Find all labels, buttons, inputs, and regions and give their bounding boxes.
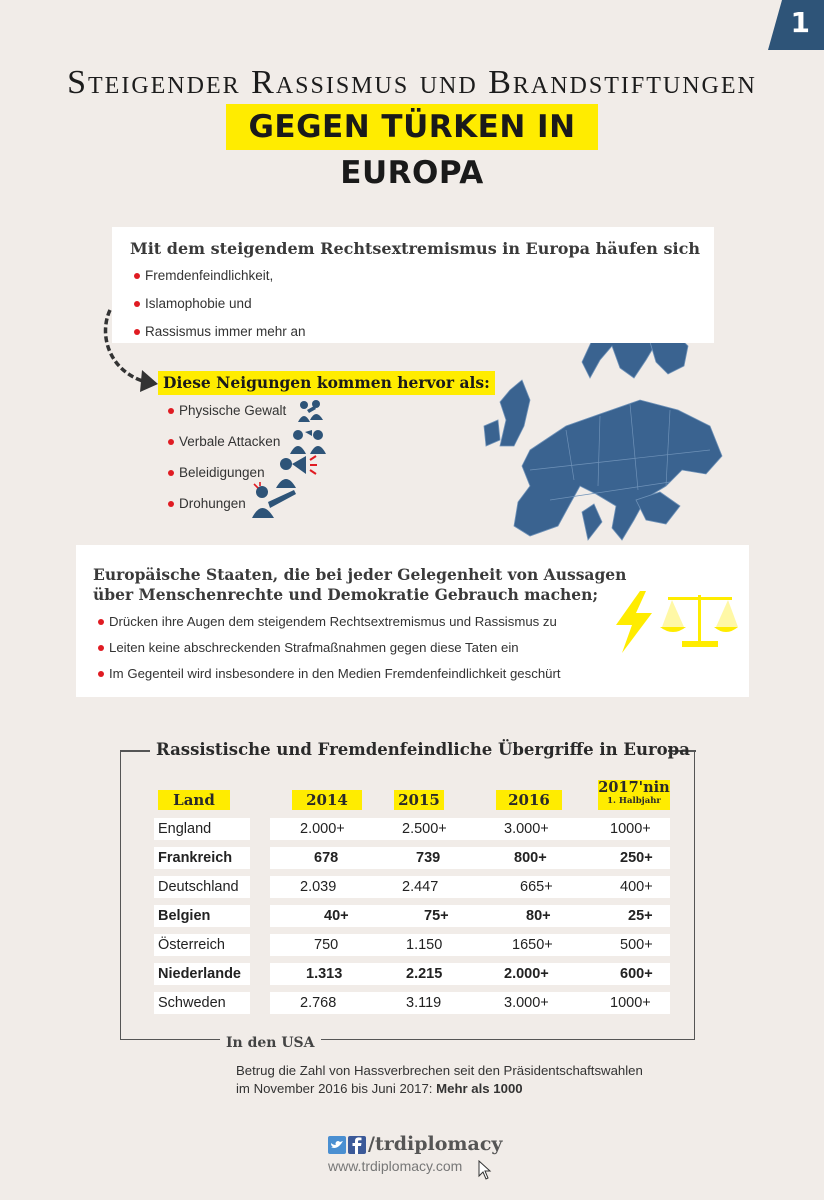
title-line-2: GEGEN TÜRKEN IN EUROPA — [226, 104, 598, 150]
header-2017 — [598, 780, 670, 810]
list-item: Islamophobie und — [134, 295, 306, 323]
states-heading-line-1: Europäische Staaten, die bei jeder Gelegenheit von Aussagen — [93, 565, 627, 584]
intro-box — [112, 227, 714, 343]
cell-2017: 500+ — [620, 937, 653, 953]
list-item: Verbale Attacken — [168, 433, 286, 464]
cell-land: Schweden — [154, 992, 250, 1014]
social-handle[interactable]: /trdiplomacy — [368, 1133, 503, 1155]
table-row — [154, 992, 670, 1014]
cell-land: Deutschland — [154, 876, 250, 898]
cell-2014: 750 — [314, 937, 339, 953]
cell-values — [270, 876, 670, 898]
states-list — [98, 613, 561, 691]
cell-2017: 1000+ — [610, 821, 651, 837]
lightning-and-scales-icon — [612, 589, 738, 655]
cell-2015: 75+ — [424, 908, 449, 924]
cell-land: Österreich — [154, 934, 250, 956]
states-heading — [93, 565, 626, 605]
cell-land: Niederlande — [154, 963, 250, 985]
list-item: Leiten keine abschreckenden Strafmaßnahmen gegen diese Taten ein — [98, 639, 561, 665]
cell-2015: 2.500+ — [402, 821, 447, 837]
cell-2016: 80+ — [526, 908, 551, 924]
cell-values — [270, 934, 670, 956]
usa-text — [236, 1062, 696, 1098]
list-item: Im Gegenteil wird insbesondere in den Medien Fremdenfeindlichkeit geschürt — [98, 665, 561, 691]
list-item: Fremdenfeindlichkeit, — [134, 267, 306, 295]
violence-icon — [296, 398, 324, 424]
table-row — [154, 847, 670, 869]
title-line-1: Steigender Rassismus und Brandstiftungen — [67, 64, 757, 101]
cell-values — [270, 992, 670, 1014]
states-heading-line-2: über Menschenrechte und Demokratie Gebrauch machen; — [93, 585, 599, 604]
cell-2014: 2.768 — [300, 995, 337, 1011]
list-item: Drücken ihre Augen dem steigendem Rechtsextremismus und Rassismus zu — [98, 613, 561, 639]
usa-text-prefix: im November 2016 bis Juni 2017: — [236, 1081, 437, 1096]
social-icons — [328, 1136, 366, 1154]
header-2014: 2014 — [292, 790, 362, 810]
page-number: 1 — [790, 6, 810, 39]
usa-text-line-1: Betrug die Zahl von Hassverbrechen seit den Präsidentschaftswahlen — [236, 1063, 643, 1078]
list-item: Drohungen — [168, 495, 286, 526]
cell-2015: 2.447 — [402, 879, 439, 895]
states-box — [76, 545, 749, 697]
website-link[interactable]: www.trdiplomacy.com — [328, 1158, 463, 1174]
cell-2017: 250+ — [620, 850, 653, 866]
cell-land: Belgien — [154, 905, 250, 927]
cell-land: England — [154, 818, 250, 840]
header-2017-half: 1. Halbjahr — [607, 796, 661, 806]
cell-2017: 400+ — [620, 879, 653, 895]
cell-land: Frankreich — [154, 847, 250, 869]
cell-2016: 2.000+ — [504, 966, 549, 982]
cell-2015: 2.215 — [406, 966, 443, 982]
cell-2014: 40+ — [324, 908, 349, 924]
table-row — [154, 963, 670, 985]
cell-2017: 25+ — [628, 908, 653, 924]
table-title: Rassistische und Fremdenfeindliche Übergriffe in Europa — [156, 740, 690, 759]
table-row — [154, 818, 670, 840]
cell-2015: 739 — [416, 850, 441, 866]
cell-values — [270, 847, 670, 869]
intro-heading: Mit dem steigendem Rechtsextremismus in Europa häufen sich — [130, 239, 700, 258]
cell-2015: 3.119 — [406, 995, 442, 1011]
table-frame-top-left — [120, 750, 150, 752]
header-2017-year: 2017'nin — [598, 779, 670, 796]
header-land: Land — [158, 790, 230, 810]
cell-2014: 678 — [314, 850, 339, 866]
cell-values — [270, 818, 670, 840]
cell-values — [270, 905, 670, 927]
tendencies-heading: Diese Neigungen kommen hervor als: — [158, 371, 495, 395]
table-row — [154, 934, 670, 956]
header-2015: 2015 — [394, 790, 444, 810]
list-item: Physische Gewalt — [168, 402, 286, 433]
usa-text-line-2 — [236, 1080, 696, 1098]
threat-icon — [250, 482, 300, 518]
cursor-icon — [478, 1160, 492, 1180]
cell-2017: 600+ — [620, 966, 653, 982]
cell-values — [270, 963, 670, 985]
cell-2017: 1000+ — [610, 995, 651, 1011]
header-2016: 2016 — [496, 790, 562, 810]
verbal-attack-icon — [290, 428, 328, 454]
list-item: Beleidigungen — [168, 464, 286, 495]
table-row — [154, 905, 670, 927]
cell-2016: 3.000+ — [504, 821, 549, 837]
cell-2014: 1.313 — [306, 966, 343, 982]
cell-2015: 1.150 — [406, 937, 443, 953]
usa-label: In den USA — [220, 1035, 321, 1051]
cell-2016: 800+ — [514, 850, 547, 866]
usa-text-bold: Mehr als 1000 — [436, 1081, 523, 1096]
cell-2016: 3.000+ — [504, 995, 549, 1011]
curved-arrow-icon — [96, 306, 162, 396]
table-row — [154, 876, 670, 898]
cell-2014: 2.039 — [300, 879, 337, 895]
cell-2014: 2.000+ — [300, 821, 345, 837]
cell-2016: 1650+ — [512, 937, 553, 953]
cell-2016: 665+ — [520, 879, 553, 895]
list-item: Rassismus immer mehr an — [134, 323, 306, 351]
